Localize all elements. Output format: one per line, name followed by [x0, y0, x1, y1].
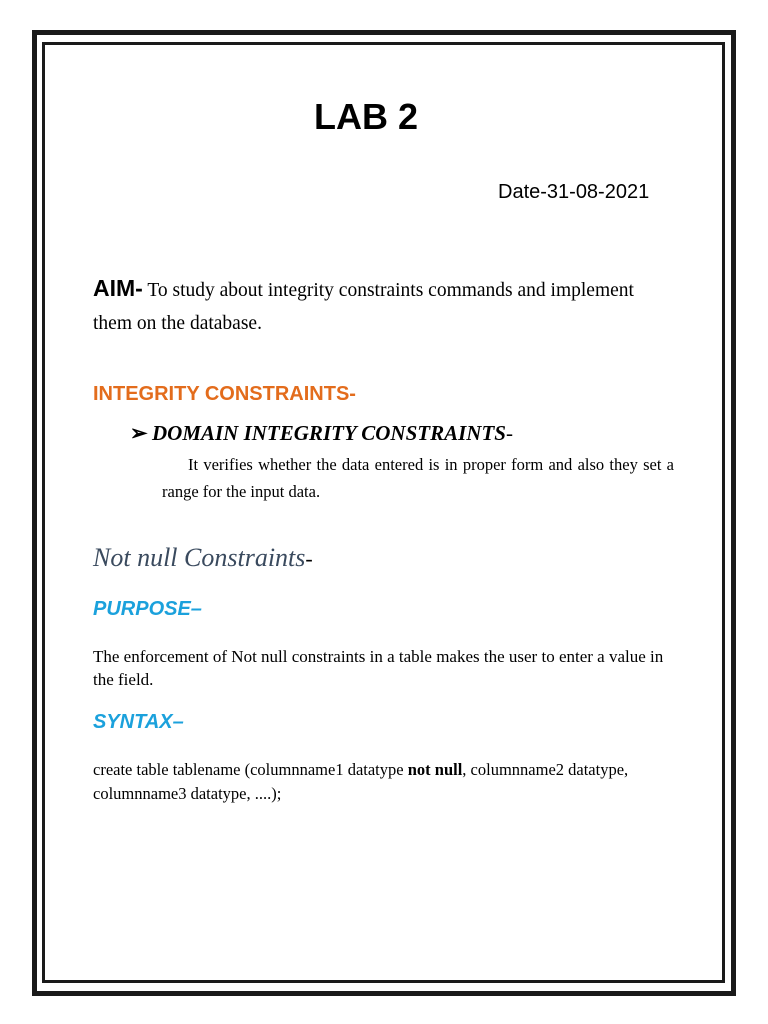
aim-paragraph [93, 272, 673, 340]
domain-description: It verifies whether the data entered is in proper form and also they set a range for the input data. [162, 455, 674, 501]
syntax-code [93, 758, 673, 806]
page-title: LAB 2 [313, 96, 418, 137]
aim-label: AIM- [93, 275, 143, 301]
domain-heading-text: DOMAIN INTEGRITY CONSTRAINTS [152, 421, 506, 445]
aim-text: To study about integrity constraints commands and implement them on the database. [93, 280, 634, 334]
syntax-heading: SYNTAX– [93, 711, 184, 733]
domain-integrity-heading [130, 421, 513, 446]
domain-heading-dash: - [505, 421, 513, 445]
syntax-text-before: create table tablename (columnname1 datatype [93, 760, 408, 779]
not-null-heading-text: Not null Constraints [93, 543, 306, 572]
purpose-heading: PURPOSE– [93, 598, 202, 620]
arrow-bullet-icon: ➢ [130, 421, 148, 445]
purpose-description: The enforcement of Not null constraints in a table makes the user to enter a value in the field. [93, 647, 664, 689]
date-text: Date-31-08-2021 [498, 181, 650, 203]
syntax-text-after: , columnname2 datatype, columnname3 datatype, ....); [93, 760, 629, 803]
syntax-not-null-keyword: not null [407, 760, 463, 779]
not-null-heading [93, 543, 313, 573]
integrity-constraints-heading: INTEGRITY CONSTRAINTS- [93, 383, 356, 405]
not-null-heading-dash: - [305, 546, 313, 571]
